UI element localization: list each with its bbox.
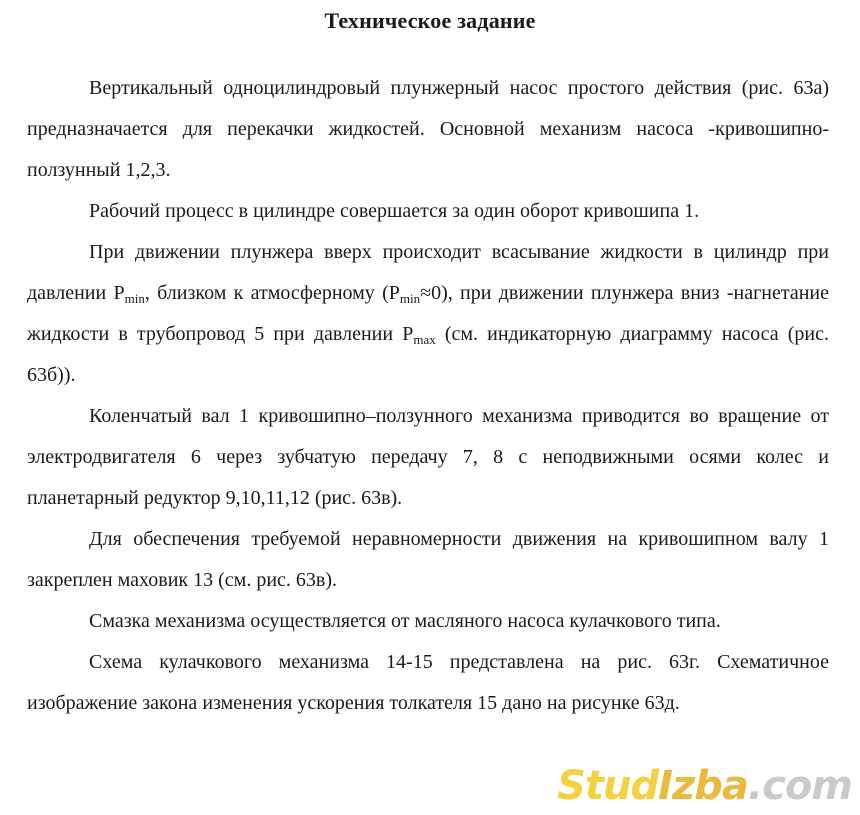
watermark-part-izba: Izba: [658, 763, 748, 809]
paragraph-6: Смазка механизма осуществляется от масляного насоса кулачкового типа.: [89, 610, 721, 632]
paragraph-2: Рабочий процесс в цилиндре совершается за один оборот кривошипа 1.: [89, 200, 700, 222]
paragraph-3-text-1: При движении плунжера вверх происходит всасывание жидкости в цилиндр при давлении P: [27, 241, 829, 304]
paragraph-4: Коленчатый вал 1 кривошипно–ползунного механизма приводится во вращение от электродвигателя 6 через зубчатую передачу 7, 8 с неподвижными осями колес и планетарный редуктор 9,10,11,12 (рис. 63в).: [27, 405, 829, 509]
paragraph-7: Схема кулачкового механизма 14-15 представлена на рис. 63г. Схематичное изображение закона изменения ускорения толкателя 15 дано на рисунке 63д.: [27, 651, 829, 714]
watermark-part-com: .com: [747, 763, 852, 809]
paragraph-3-text-2: , близком к атмосферному (P: [144, 282, 400, 304]
paragraph-3-text-3: ≈0), при движении плунжера вниз -нагнетание жидкости в трубопровод 5 при давлении P: [27, 282, 829, 345]
paragraph-5: Для обеспечения требуемой неравномерности движения на кривошипном валу 1 закреплен маховик 13 (см. рис. 63в).: [27, 528, 829, 591]
subscript-min-1: min: [124, 291, 145, 306]
watermark-part-stud: Stud: [557, 763, 659, 809]
paragraph-3-text-4: (см. индикаторную диаграмму насоса (рис. 63б)).: [27, 323, 830, 386]
document-title: Техническое задание: [324, 8, 536, 33]
document-body: [27, 68, 829, 724]
subscript-min-2: min: [399, 291, 421, 306]
subscript-max: max: [413, 332, 436, 347]
paragraph-1: Вертикальный одноцилиндровый плунжерный насос простого действия (рис. 63а) предназначается для перекачки жидкостей. Основной механизм насоса -кривошипно-ползунный 1,2,3.: [27, 77, 829, 181]
studizba-watermark: [557, 763, 852, 809]
paragraph-3: [27, 232, 829, 396]
